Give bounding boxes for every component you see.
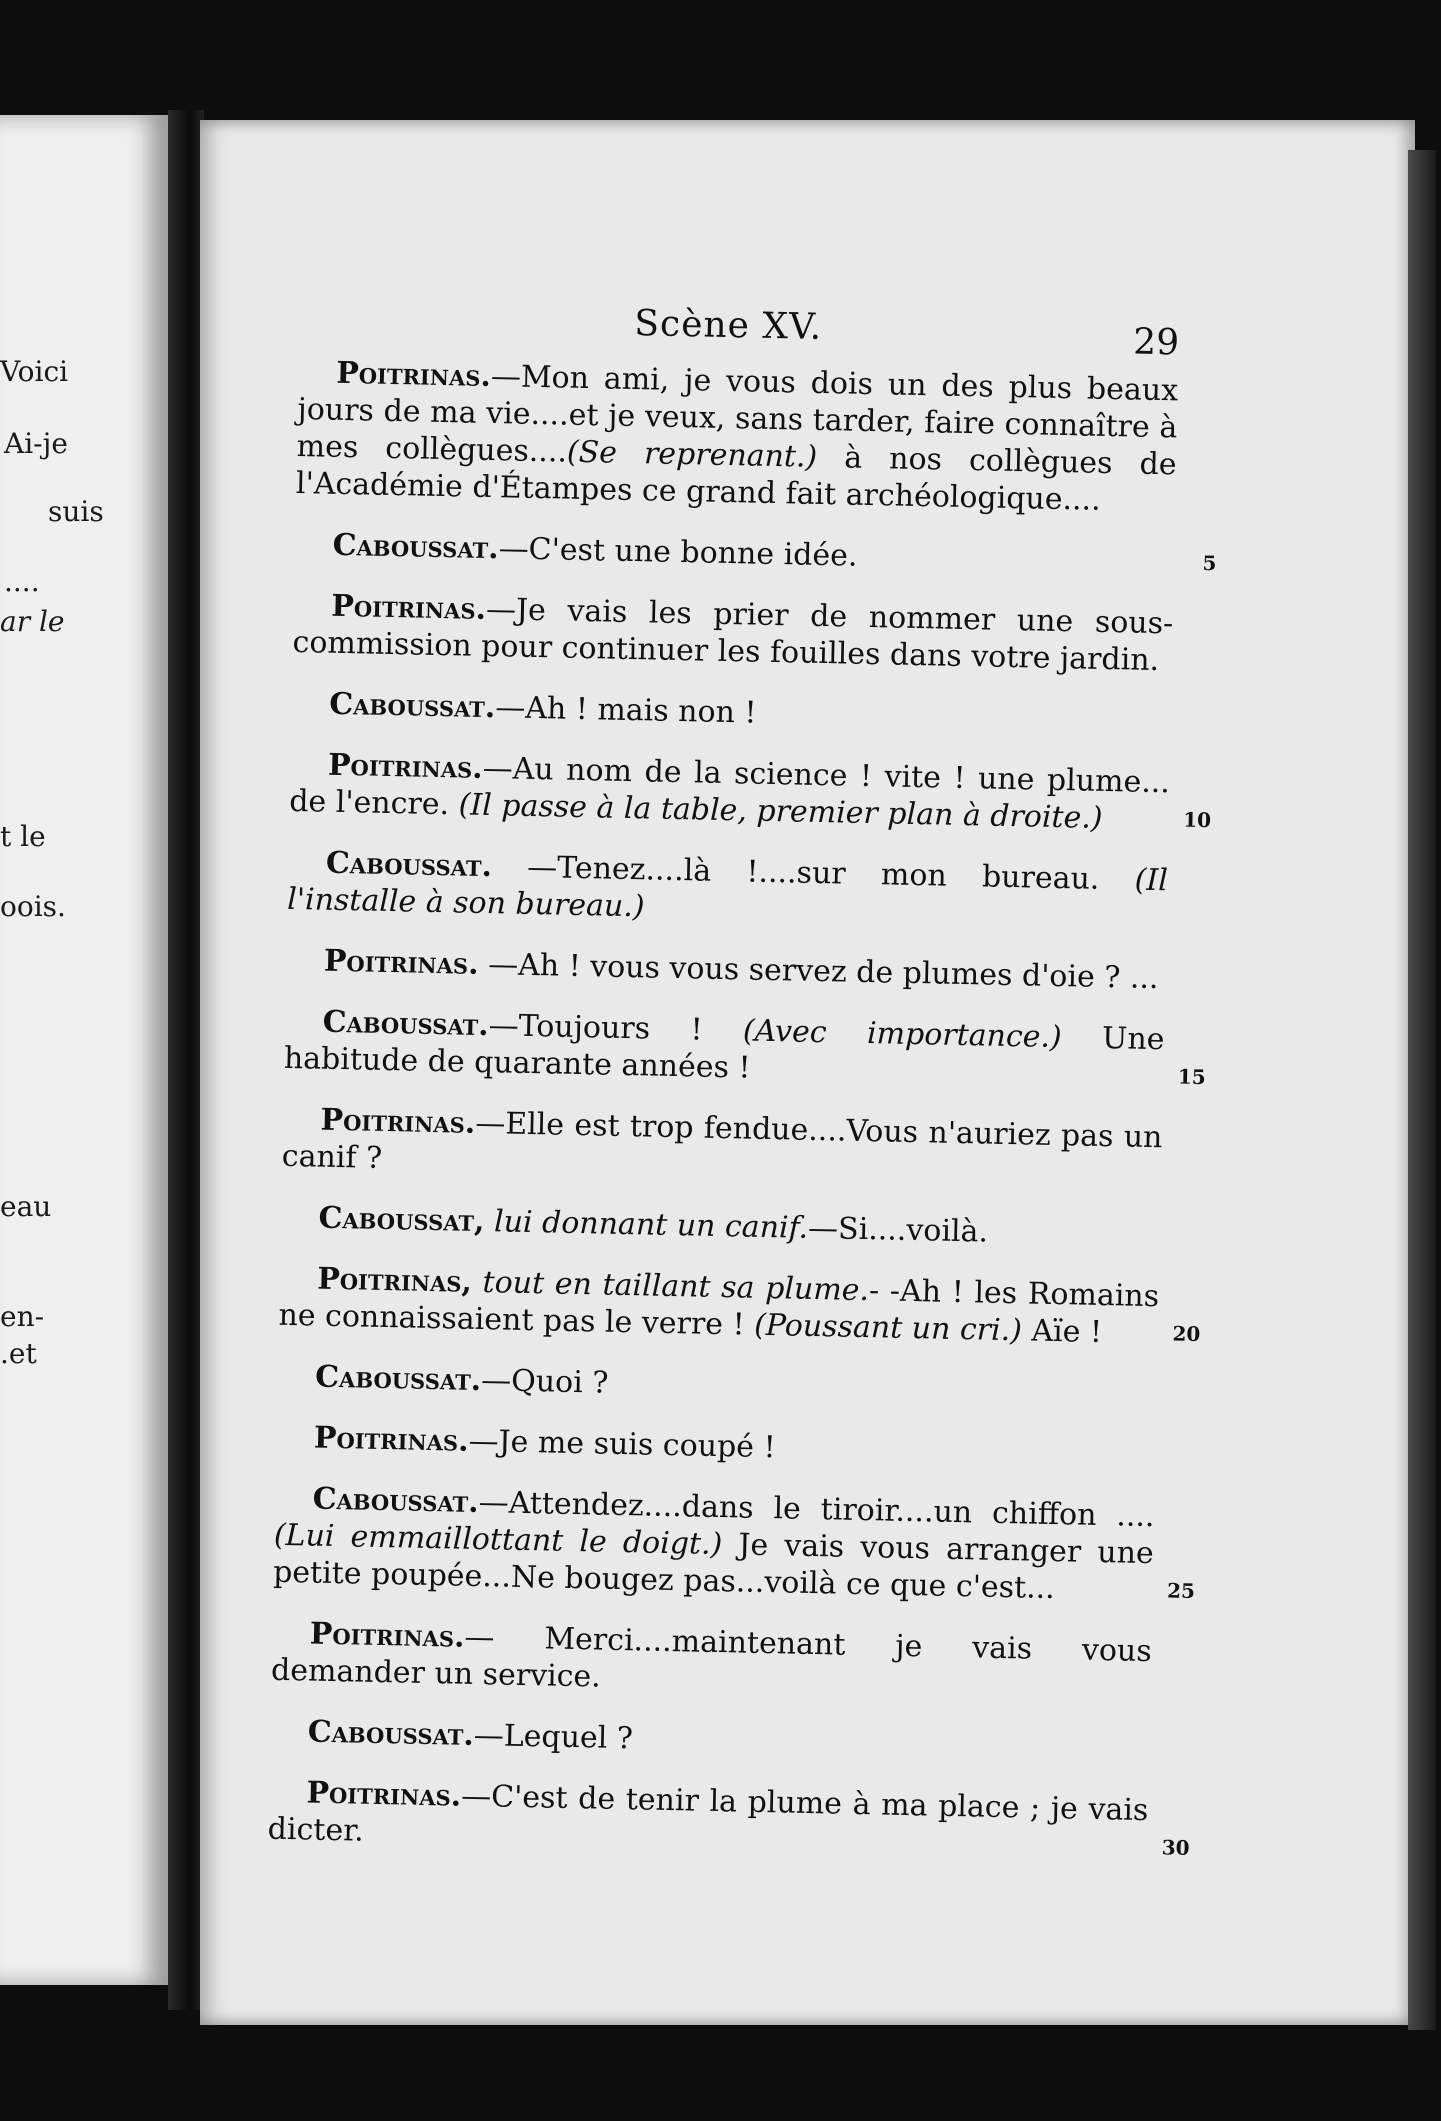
speech <box>272 1480 1196 1609</box>
speaker-name: Poitrinas, <box>316 1261 473 1300</box>
speech <box>280 1199 1161 1254</box>
stage-direction: (Avec importance.) <box>742 1013 1063 1056</box>
speech-text: Une habitude de quarante années ! <box>283 1020 1165 1086</box>
speech <box>281 1101 1162 1193</box>
speech <box>277 1358 1158 1413</box>
speech-text: —C'est de tenir la plume à ma place ; je vais dicter. <box>267 1778 1149 1849</box>
speech <box>287 844 1168 936</box>
speaker-name: Caboussat. <box>307 1714 475 1753</box>
line-number: 20 <box>1172 1321 1201 1347</box>
scene-title: Scène XV. <box>633 303 823 348</box>
speech-text: —Je me suis coupé ! <box>468 1423 776 1466</box>
speech <box>271 1615 1152 1707</box>
book-gutter <box>168 110 204 2010</box>
speech <box>283 1003 1206 1095</box>
speech-text: à nos collègues de l'Académie d'Étampes ce grand fait archéologique.... <box>295 439 1177 518</box>
speech-text: —Je vais les prier de nommer une sous-commission pour continuer les fouilles dans votre jardin. <box>292 591 1174 679</box>
facing-page-fragment: .et <box>0 1337 37 1370</box>
dialogue <box>267 354 1217 1866</box>
speech-text: Aïe ! <box>1021 1313 1103 1351</box>
facing-page-fragment: oois. <box>0 890 66 923</box>
speech-text: - -Ah ! les Romains ne connaissaient pas le verre ! <box>278 1273 1160 1343</box>
speaker-name: Poitrinas. <box>323 943 479 982</box>
line-number: 15 <box>1177 1064 1206 1090</box>
speech <box>278 1260 1201 1352</box>
speech-text: —Au nom de la science ! vite ! une plume... de l'encre. <box>288 750 1171 823</box>
stage-direction: tout en taillant sa plume. <box>471 1264 870 1309</box>
page-text <box>267 290 1217 1890</box>
line-number: 10 <box>1183 807 1212 833</box>
speech-text: —Si....voilà. <box>807 1210 989 1250</box>
facing-page-fragment: .... <box>4 565 40 598</box>
speaker-name: Caboussat. <box>322 1004 490 1044</box>
speech <box>292 587 1173 679</box>
speech-text: —Quoi ? <box>480 1363 609 1401</box>
speaker-name: Caboussat. <box>332 527 500 567</box>
stage-direction: (Il l'installe à son bureau.) <box>286 862 1169 925</box>
stage-direction: (Poussant un cri.) <box>753 1307 1023 1349</box>
speaker-name: Poitrinas. <box>313 1420 469 1459</box>
facing-page-fragment: eau <box>0 1190 52 1223</box>
speech <box>296 354 1179 520</box>
speaker-name: Caboussat, <box>318 1200 485 1240</box>
facing-page-fragment: Ai-je <box>4 427 68 460</box>
line-number: 25 <box>1166 1578 1196 1604</box>
speaker-name: Poitrinas. <box>327 747 484 786</box>
stage-direction: (Lui emmaillottant le doigt.) <box>273 1517 723 1563</box>
facing-page-fragment: t le <box>0 820 46 853</box>
speech <box>294 526 1217 581</box>
stage-direction: lui donnant un canif. <box>484 1204 809 1246</box>
stage-direction: (Se reprenant.) <box>566 434 818 475</box>
facing-page-fragment: ar le <box>0 605 65 638</box>
speaker-name: Caboussat. <box>328 686 496 726</box>
speaker-name: Caboussat. <box>312 1481 480 1521</box>
page-edge <box>1408 150 1436 2030</box>
speech-text: —Ah ! mais non ! <box>494 690 757 731</box>
facing-page-fragment: suis <box>48 495 104 528</box>
speech-text: —Elle est trop fendue....Vous n'auriez pas un canif ? <box>281 1105 1163 1176</box>
speech-text: —Lequel ? <box>473 1717 634 1757</box>
speech <box>291 685 1172 740</box>
speech-text: —Attendez....dans le tiroir....un chiffon .... <box>478 1485 1155 1535</box>
speaker-name: Poitrinas. <box>335 355 492 395</box>
speaker-name: Caboussat. <box>325 845 493 885</box>
line-number: 30 <box>1161 1835 1190 1860</box>
speaker-name: Poitrinas. <box>306 1775 462 1814</box>
speech-text: —C'est une bonne idée. <box>498 531 858 574</box>
speaker-name: Poitrinas. <box>331 588 487 627</box>
speech <box>288 746 1212 838</box>
speech-text: —Ah ! vous vous servez de plumes d'oie ? ... <box>478 946 1159 997</box>
facing-page-fragment: Voici <box>0 355 69 388</box>
speech-text: Je vais vous arranger une petite poupée...Ne bougez pas...voilà ce que c'est... <box>272 1527 1155 1607</box>
speech-text: — Merci....maintenant je vais vous demander un service. <box>270 1619 1153 1695</box>
stage-direction: (Il passe à la table, premier plan à droite.) <box>458 787 1103 836</box>
facing-page <box>0 115 168 1985</box>
speech-text: —Toujours ! <box>488 1008 744 1049</box>
speech <box>276 1419 1157 1474</box>
speech-text: —Tenez....là !....sur mon bureau. <box>491 849 1136 898</box>
page-number: 29 <box>1132 321 1180 364</box>
speaker-name: Poitrinas. <box>320 1102 476 1141</box>
facing-page-fragment: en- <box>0 1300 45 1333</box>
speech-text: —Mon ami, je vous dois un des plus beaux jours de ma vie....et je veux, sans tarder, faire connaître à mes collègues.... <box>296 359 1179 470</box>
speaker-name: Poitrinas. <box>309 1616 465 1655</box>
speech <box>267 1774 1190 1866</box>
speaker-name: Caboussat. <box>314 1359 482 1399</box>
speech <box>269 1713 1150 1768</box>
speech <box>286 942 1167 997</box>
line-number: 5 <box>1202 550 1217 576</box>
